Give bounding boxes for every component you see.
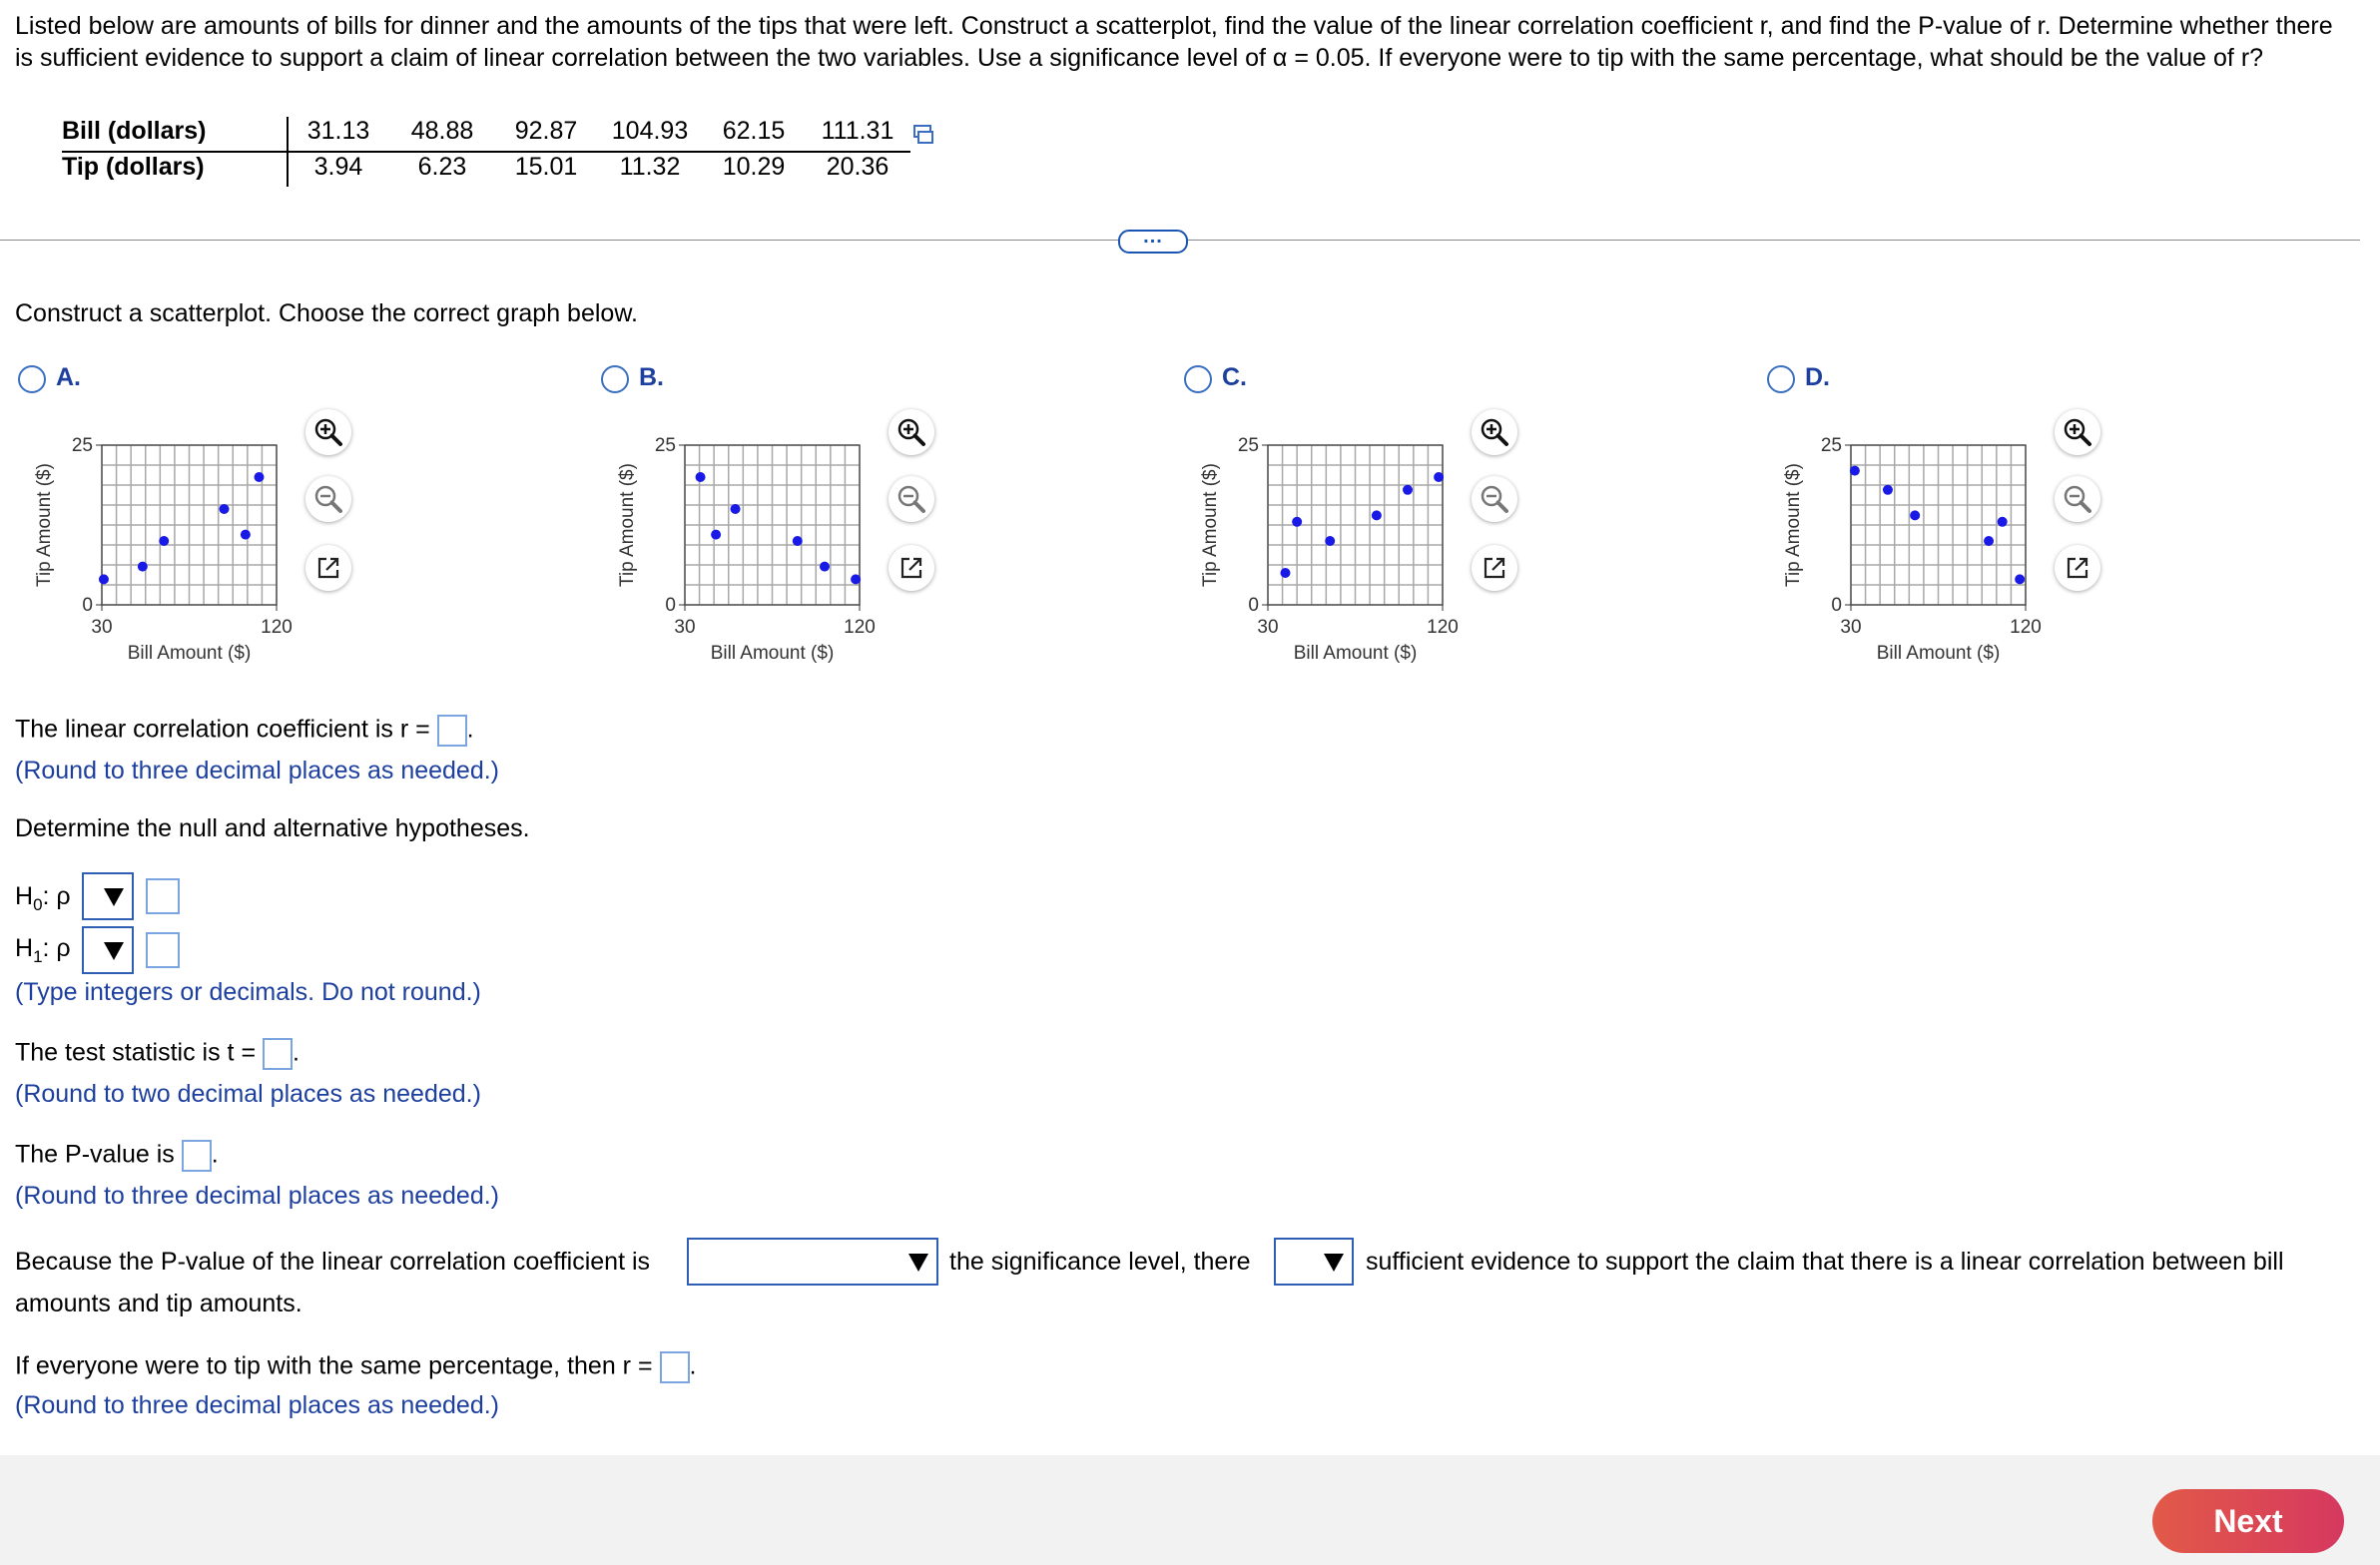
h1-letter: H <box>15 934 34 962</box>
y-axis-label: Tip Amount ($) <box>1783 463 1804 587</box>
h1-value-input[interactable] <box>146 932 180 968</box>
data-point <box>1850 466 1860 476</box>
y-tick-label: 25 <box>71 435 93 456</box>
table-row-label-bill: Bill (dollars) <box>62 117 207 145</box>
scatterplot-b <box>613 429 892 676</box>
option-letter: A. <box>56 363 81 391</box>
data-point <box>1984 536 1994 546</box>
radio-option-d[interactable] <box>1767 365 1795 393</box>
period: . <box>466 715 474 744</box>
p-prompt: The P-value is <box>15 1140 175 1169</box>
y-axis-label: Tip Amount ($) <box>34 463 55 587</box>
zoom-out-icon <box>896 484 926 514</box>
conclusion-part3: sufficient evidence to support the claim that there is a linear correlation between bill <box>1366 1248 2284 1276</box>
h0-letter: H <box>15 882 34 910</box>
scatterplot-svg <box>1779 429 2059 669</box>
y-tick-label: 0 <box>1831 595 1842 616</box>
next-button[interactable]: Next <box>2152 1489 2344 1553</box>
zoom-in-button[interactable] <box>2055 409 2100 455</box>
zoom-in-icon <box>2063 417 2092 447</box>
r-hint: (Round to three decimal places as needed.) <box>15 757 500 784</box>
data-point <box>138 562 148 572</box>
y-axis-label: Tip Amount ($) <box>1200 463 1221 587</box>
scatterplot-a <box>30 429 309 676</box>
p-hint: (Round to three decimal places as needed.) <box>15 1182 500 1210</box>
zoom-out-button[interactable] <box>1472 476 1517 522</box>
open-new-window-button[interactable] <box>889 545 934 591</box>
option-letter: D. <box>1805 363 1830 391</box>
scatterplot-svg <box>30 429 309 669</box>
same-pct-row <box>15 1351 696 1383</box>
t-input[interactable] <box>263 1038 293 1070</box>
r-prompt: The linear correlation coefficient is r = <box>15 715 430 744</box>
data-point <box>711 530 721 540</box>
h1-operator-dropdown[interactable] <box>82 926 134 974</box>
table-cell: 104.93 <box>611 117 689 145</box>
hyp-prompt: Determine the null and alternative hypotheses. <box>15 814 530 842</box>
chevron-down-icon <box>104 942 124 960</box>
h0-operator-dropdown[interactable] <box>82 872 134 920</box>
data-point <box>1434 472 1444 482</box>
data-point <box>731 504 741 514</box>
copy-data-icon[interactable] <box>912 124 934 146</box>
table-cell: 6.23 <box>417 153 467 181</box>
hyp-hint: (Type integers or decimals. Do not round.) <box>15 978 481 1006</box>
x-axis-label: Bill Amount ($) <box>1293 643 1418 664</box>
same-pct-input[interactable] <box>660 1351 690 1383</box>
same-pct-hint: (Round to three decimal places as needed.) <box>15 1391 500 1419</box>
data-point <box>793 536 803 546</box>
x-axis-label: Bill Amount ($) <box>127 643 252 664</box>
x-tick-label: 30 <box>91 617 113 638</box>
table-cell: 10.29 <box>722 153 786 181</box>
x-tick-label: 30 <box>1840 617 1862 638</box>
conclusion-part1: Because the P-value of the linear correlation coefficient is <box>15 1248 651 1276</box>
zoom-in-button[interactable] <box>305 409 351 455</box>
open-new-window-icon <box>2064 554 2091 582</box>
zoom-out-button[interactable] <box>889 476 934 522</box>
data-point <box>255 472 265 482</box>
radio-option-a[interactable] <box>18 365 46 393</box>
data-point <box>820 562 830 572</box>
x-tick-label: 120 <box>261 617 293 638</box>
data-point <box>1403 485 1413 495</box>
data-point <box>1325 536 1335 546</box>
table-row-label-tip: Tip (dollars) <box>62 153 205 181</box>
data-point <box>2015 574 2025 584</box>
zoom-out-button[interactable] <box>2055 476 2100 522</box>
zoom-in-button[interactable] <box>1472 409 1517 455</box>
open-new-window-button[interactable] <box>305 545 351 591</box>
r-input[interactable] <box>437 715 467 747</box>
table-cell: 48.88 <box>410 117 474 145</box>
zoom-in-icon <box>896 417 926 447</box>
data-point <box>241 530 251 540</box>
table-cell: 11.32 <box>619 153 681 181</box>
zoom-out-icon <box>1480 484 1509 514</box>
t-row <box>15 1038 299 1070</box>
y-axis-label: Tip Amount ($) <box>617 463 638 587</box>
open-new-window-button[interactable] <box>2055 545 2100 591</box>
zoom-in-icon <box>313 417 343 447</box>
data-point <box>1372 510 1382 520</box>
y-tick-label: 25 <box>1820 435 1842 456</box>
h1-sub: 1 <box>33 947 43 966</box>
t-hint: (Round to two decimal places as needed.) <box>15 1080 481 1108</box>
scatterplot-prompt: Construct a scatterplot. Choose the correct graph below. <box>15 299 638 327</box>
conclusion-part2: the significance level, there <box>949 1248 1251 1276</box>
zoom-out-icon <box>2063 484 2092 514</box>
chevron-down-icon <box>104 888 124 906</box>
x-axis-label: Bill Amount ($) <box>710 643 835 664</box>
scatterplot-svg <box>1196 429 1476 669</box>
data-point <box>1292 517 1302 527</box>
data-point <box>1281 568 1291 578</box>
table-cell: 31.13 <box>306 117 370 145</box>
h0-sub: 0 <box>33 895 43 914</box>
data-point <box>1910 510 1920 520</box>
radio-option-b[interactable] <box>601 365 629 393</box>
conclusion-part4: amounts and tip amounts. <box>15 1290 302 1317</box>
period: . <box>689 1351 697 1380</box>
r-row <box>15 715 474 747</box>
y-tick-label: 25 <box>654 435 676 456</box>
footer-bar <box>0 1455 2380 1565</box>
open-new-window-button[interactable] <box>1472 545 1517 591</box>
scatterplot-d <box>1779 429 2059 676</box>
open-new-window-icon <box>897 554 925 582</box>
x-tick-label: 30 <box>1257 617 1279 638</box>
period: . <box>211 1140 219 1169</box>
x-tick-label: 120 <box>844 617 876 638</box>
data-point <box>851 574 861 584</box>
x-tick-label: 30 <box>674 617 696 638</box>
zoom-out-button[interactable] <box>305 476 351 522</box>
h0-label <box>15 882 71 915</box>
evidence-dropdown[interactable] <box>1274 1238 1354 1286</box>
x-axis-label: Bill Amount ($) <box>1876 643 2001 664</box>
y-tick-label: 0 <box>82 595 93 616</box>
table-cell: 111.31 <box>821 117 894 145</box>
chevron-down-icon <box>1324 1254 1344 1272</box>
data-point <box>696 472 706 482</box>
x-tick-label: 120 <box>2010 617 2042 638</box>
rho-symbol: : ρ <box>42 882 71 910</box>
radio-option-c[interactable] <box>1184 365 1212 393</box>
zoom-in-button[interactable] <box>889 409 934 455</box>
data-point <box>99 574 109 584</box>
option-letter: B. <box>639 363 664 391</box>
zoom-out-icon <box>313 484 343 514</box>
same-pct-prompt: If everyone were to tip with the same percentage, then r = <box>15 1351 653 1380</box>
table-cell: 92.87 <box>514 117 578 145</box>
p-input[interactable] <box>182 1140 212 1172</box>
expand-button[interactable]: ... <box>1118 230 1188 254</box>
table-cell: 62.15 <box>722 117 786 145</box>
y-tick-label: 0 <box>1248 595 1259 616</box>
question-text: Listed below are amounts of bills for dinner and the amounts of the tips that were left. Construct a scatterplot, find the value of the linear correlation coefficient r, and find the P-value of r. Determine whether there is sufficient evidence to support a claim of linear correlation between the two variables. Use a significance level of α = 0.05. If everyone were to tip with the same percentage, what should be the value of r? <box>15 12 2333 72</box>
option-letter: C. <box>1222 363 1247 391</box>
x-tick-label: 120 <box>1427 617 1459 638</box>
table-cell: 15.01 <box>514 153 578 181</box>
h1-label <box>15 934 71 967</box>
chevron-down-icon <box>908 1254 928 1272</box>
open-new-window-icon <box>1481 554 1508 582</box>
data-point <box>1998 517 2008 527</box>
data-point <box>159 536 169 546</box>
pvalue-comparison-dropdown[interactable] <box>687 1238 938 1286</box>
p-row <box>15 1140 219 1172</box>
h0-value-input[interactable] <box>146 878 180 914</box>
period: . <box>293 1038 299 1067</box>
data-point <box>1883 485 1893 495</box>
rho-symbol: : ρ <box>42 934 71 962</box>
scatterplot-c <box>1196 429 1476 676</box>
zoom-in-icon <box>1480 417 1509 447</box>
open-new-window-icon <box>314 554 342 582</box>
scatterplot-svg <box>613 429 892 669</box>
t-prompt: The test statistic is t = <box>15 1038 257 1067</box>
data-point <box>220 504 230 514</box>
y-tick-label: 25 <box>1237 435 1259 456</box>
y-tick-label: 0 <box>665 595 676 616</box>
table-cell: 20.36 <box>826 153 890 181</box>
table-cell: 3.94 <box>313 153 363 181</box>
